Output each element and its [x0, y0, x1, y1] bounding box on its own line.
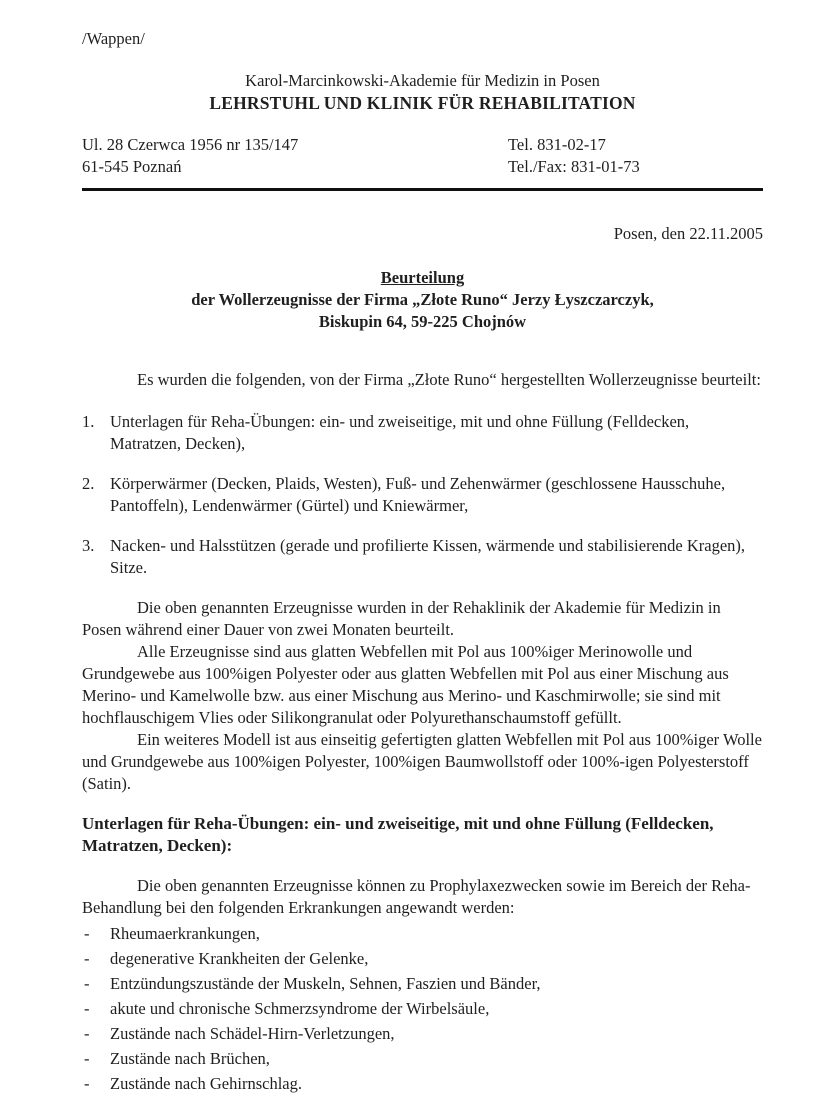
letterhead-divider	[82, 188, 763, 191]
condition-text: Zustände nach Brüchen,	[110, 1049, 270, 1068]
dash-marker: -	[84, 974, 90, 993]
document-subtitle-address: Biskupin 64, 59-225 Chojnów	[318, 312, 527, 331]
address-city: 61-545 Poznań	[82, 157, 182, 176]
condition-item	[82, 973, 763, 995]
condition-item	[82, 998, 763, 1020]
document-title: Beurteilung	[380, 268, 465, 287]
phone-block	[508, 134, 763, 178]
fax-number: Tel./Fax: 831-01-73	[508, 157, 640, 176]
dash-marker: -	[84, 1024, 90, 1043]
list-item	[82, 411, 763, 455]
section-heading: Unterlagen für Reha-Übungen: ein- und zweiseitige, mit und ohne Füllung (Felldecken, Matratzen, Decken):	[82, 814, 714, 855]
wappen-note: /Wappen/	[82, 29, 145, 48]
condition-item	[82, 923, 763, 945]
list-item-number: 3.	[82, 536, 95, 555]
condition-text: Zustände nach Schädel-Hirn-Verletzungen,	[110, 1024, 395, 1043]
paragraph: Ein weiteres Modell ist aus einseitig gefertigten glatten Webfellen mit Pol aus 100%iger Wolle und Grundgewebe aus 100%igen Polyester, 100%igen Baumwollstoff oder 100%-igen Polyesterstoff (Satin).	[82, 730, 762, 793]
condition-item	[82, 1023, 763, 1045]
document-title-block	[82, 267, 763, 333]
condition-text: Entzündungszustände der Muskeln, Sehnen, Faszien und Bänder,	[110, 974, 541, 993]
list-item-text: Nacken- und Halsstützen (gerade und profilierte Kissen, wärmende und stabilisierende Kragen), Sitze.	[110, 536, 746, 577]
conditions-list	[82, 923, 763, 1095]
condition-text: akute und chronische Schmerzsyndrome der Wirbelsäule,	[110, 999, 490, 1018]
dateline: Posen, den 22.11.2005	[613, 224, 763, 243]
contact-block	[82, 134, 763, 178]
body-paragraphs	[82, 597, 763, 795]
list-item-text: Körperwärmer (Decken, Plaids, Westen), Fuß- und Zehenwärmer (geschlossene Hausschuhe, Pantoffeln), Lendenwärmer (Gürtel) und Kniewärmer,	[110, 474, 726, 515]
address-block	[82, 134, 298, 178]
condition-item	[82, 948, 763, 970]
academy-name: Karol-Marcinkowski-Akademie für Medizin in Posen	[245, 71, 600, 90]
list-item-text: Unterlagen für Reha-Übungen: ein- und zweiseitige, mit und ohne Füllung (Felldecken, Matratzen, Decken),	[110, 412, 690, 453]
dash-marker: -	[84, 1049, 90, 1068]
paragraph: Die oben genannten Erzeugnisse wurden in der Rehaklinik der Akademie für Medizin in Posen während einer Dauer von zwei Monaten beurteilt.	[82, 598, 721, 639]
intro-paragraph: Es wurden die folgenden, von der Firma „Złote Runo“ hergestellten Wollerzeugnisse beurteilt:	[137, 370, 761, 389]
list-item-number: 1.	[82, 412, 95, 431]
list-item	[82, 473, 763, 517]
document-subtitle-company: der Wollerzeugnisse der Firma „Złote Runo“ Jerzy Łyszczarczyk,	[191, 290, 654, 309]
list-item-number: 2.	[82, 474, 95, 493]
section-intro-paragraph: Die oben genannten Erzeugnisse können zu Prophylaxezwecken sowie im Bereich der Reha-Behandlung bei den folgenden Erkrankungen angewandt werden:	[82, 876, 751, 917]
condition-item	[82, 1073, 763, 1095]
clinic-name: LEHRSTUHL UND KLINIK FÜR REHABILITATION	[209, 93, 636, 113]
product-list	[82, 411, 763, 579]
condition-text: Zustände nach Gehirnschlag.	[110, 1074, 302, 1093]
address-street: Ul. 28 Czerwca 1956 nr 135/147	[82, 135, 299, 154]
paragraph: Alle Erzeugnisse sind aus glatten Webfellen mit Pol aus 100%iger Merinowolle und Grundgewebe aus 100%igen Polyester oder aus glatten Webfellen mit Pol aus einer Mischung aus Merino- und Kamelwolle bzw. aus einer Mischung aus Merino- und Kaschmirwolle; sie sind mit hochflauschigem Vlies oder Silikongranulat oder Polyurethanschaumstoff gefüllt.	[82, 642, 729, 727]
condition-text: Rheumaerkrankungen,	[110, 924, 260, 943]
dash-marker: -	[84, 1074, 90, 1093]
phone-number: Tel. 831-02-17	[508, 135, 606, 154]
letterhead	[82, 70, 763, 114]
dash-marker: -	[84, 999, 90, 1018]
dash-marker: -	[84, 949, 90, 968]
dash-marker: -	[84, 924, 90, 943]
condition-text: degenerative Krankheiten der Gelenke,	[110, 949, 369, 968]
list-item	[82, 535, 763, 579]
condition-item	[82, 1048, 763, 1070]
